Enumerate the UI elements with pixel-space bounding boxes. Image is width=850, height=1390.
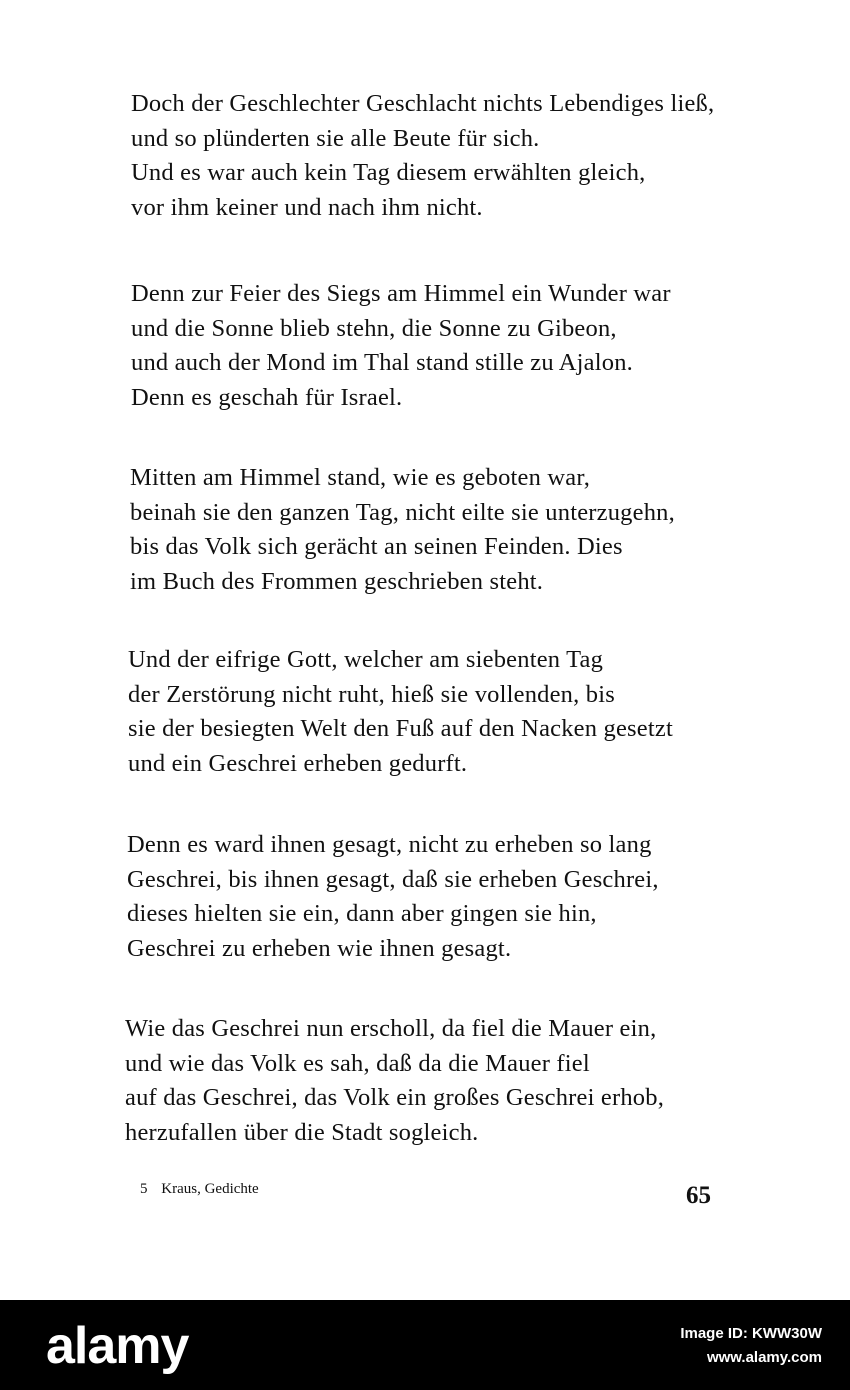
printer-signature bbox=[140, 1181, 259, 1198]
poem-line: Doch der Geschlechter Geschlacht nichts Lebendiges ließ, bbox=[131, 90, 715, 117]
signature-text: Kraus, Gedichte bbox=[161, 1181, 259, 1197]
poem-line: auf das Geschrei, das Volk ein großes Geschrei erhob, bbox=[125, 1084, 665, 1111]
poem-line: der Zerstörung nicht ruht, hieß sie vollenden, bis bbox=[128, 680, 615, 708]
stanza-5 bbox=[127, 828, 659, 966]
poem-line: im Buch des Frommen geschrieben steht. bbox=[130, 567, 544, 595]
poem-line: bis das Volk sich gerächt an seinen Feinden. Dies bbox=[130, 533, 623, 560]
watermark-logo: alamy bbox=[46, 1317, 189, 1375]
poem-line: herzufallen über die Stadt sogleich. bbox=[125, 1118, 479, 1146]
poem-line: Mitten am Himmel stand, wie es geboten war, bbox=[130, 464, 591, 491]
poem-line: vor ihm keiner und nach ihm nicht. bbox=[131, 193, 483, 221]
poem-line: sie der besiegten Welt den Fuß auf den Nacken gesetzt bbox=[128, 715, 673, 742]
watermark-site: www.alamy.com bbox=[706, 1349, 822, 1366]
stanza-3 bbox=[130, 461, 675, 599]
poem-line: und ein Geschrei erheben gedurft. bbox=[128, 749, 468, 777]
poem-line: und wie das Volk es sah, daß da die Mauer fiel bbox=[125, 1049, 590, 1077]
watermark-info bbox=[680, 1322, 822, 1370]
poem-line: und so plünderten sie alle Beute für sich. bbox=[131, 124, 540, 152]
poem-line: Geschrei, bis ihnen gesagt, daß sie erheben Geschrei, bbox=[127, 865, 659, 893]
poem-line: Wie das Geschrei nun erscholl, da fiel die Mauer ein, bbox=[125, 1015, 657, 1042]
signature-number: 5 bbox=[140, 1181, 148, 1197]
stanza-1 bbox=[131, 87, 714, 225]
stanza-6 bbox=[125, 1012, 664, 1150]
poem-line: Denn es geschah für Israel. bbox=[131, 383, 403, 411]
poem-line: Und es war auch kein Tag diesem erwählten gleich, bbox=[131, 159, 646, 186]
poem-line: dieses hielten sie ein, dann aber gingen sie hin, bbox=[127, 900, 597, 927]
poem-line: und auch der Mond im Thal stand stille zu Ajalon. bbox=[131, 349, 633, 376]
watermark-bar bbox=[0, 1300, 850, 1390]
poem-line: beinah sie den ganzen Tag, nicht eilte sie unterzugehn, bbox=[130, 498, 675, 526]
stanza-4 bbox=[128, 643, 673, 781]
poem-line: Geschrei zu erheben wie ihnen gesagt. bbox=[127, 934, 512, 962]
watermark-image-id: Image ID: KWW30W bbox=[680, 1325, 822, 1342]
poem-line: Und der eifrige Gott, welcher am siebenten Tag bbox=[128, 646, 604, 673]
page-number: 65 bbox=[686, 1182, 711, 1209]
poem-line: und die Sonne blieb stehn, die Sonne zu Gibeon, bbox=[131, 314, 617, 342]
poem-line: Denn es ward ihnen gesagt, nicht zu erheben so lang bbox=[127, 831, 652, 858]
poem-line: Denn zur Feier des Siegs am Himmel ein Wunder war bbox=[131, 280, 671, 307]
stanza-2 bbox=[131, 277, 671, 415]
